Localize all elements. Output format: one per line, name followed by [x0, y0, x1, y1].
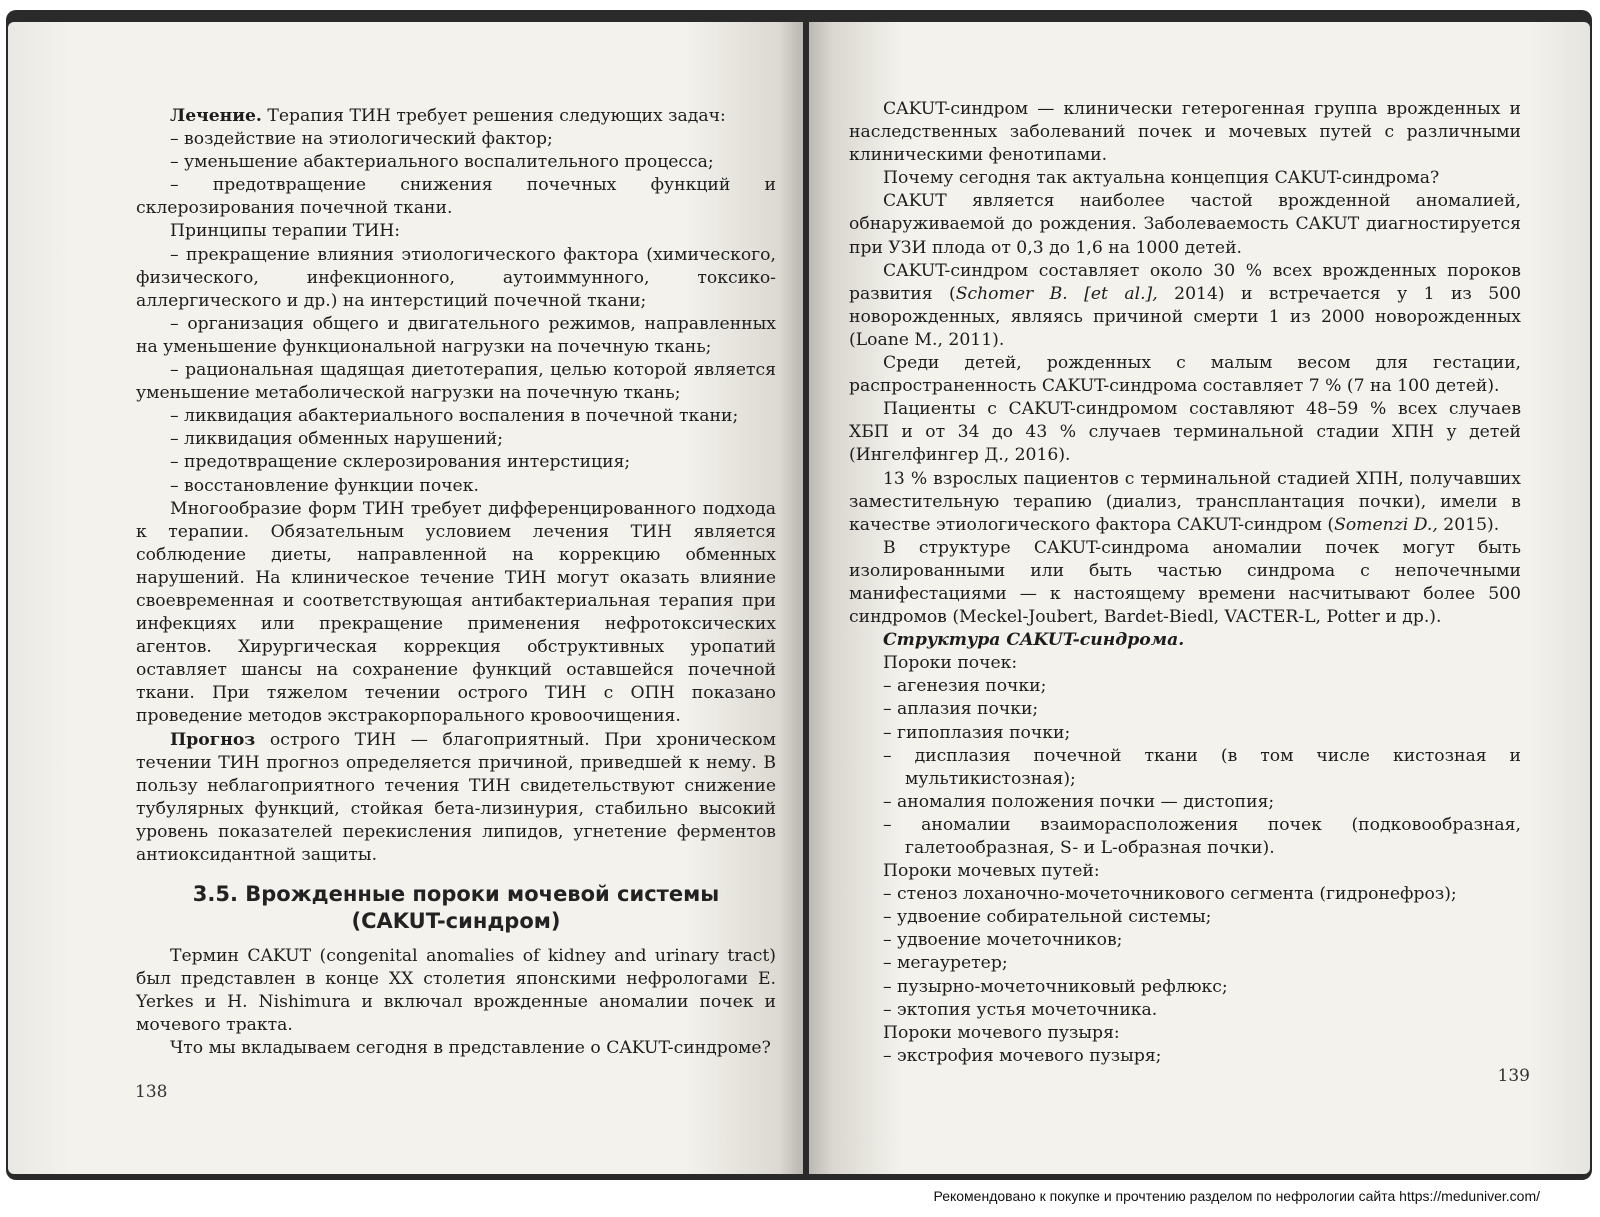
left-page: [8, 22, 803, 1174]
kidney-item: – аномалии взаиморасположения почек (подковообразная, галетообразная, S- и L-образная почки).: [883, 814, 1521, 858]
principle-item: – ликвидация обменных нарушений;: [170, 429, 504, 450]
percent-text-a: CAKUT-синдром составляет около 30 % всех врожденных пороков развития (: [849, 260, 1521, 304]
bladder-title: Пороки мочевого пузыря:: [883, 1022, 1120, 1043]
bladder-item: – экстрофия мочевого пузыря;: [883, 1045, 1162, 1066]
open-book: [6, 10, 1592, 1180]
kidney-item: – аномалия положения почки — дистопия;: [883, 791, 1275, 812]
page-number-left: 138: [135, 1082, 168, 1102]
kidney-title: Пороки почек:: [883, 653, 1018, 674]
kidney-item: – аплазия почки;: [883, 699, 1039, 720]
question-paragraph: Что мы вкладываем сегодня в представление о CAKUT-синдроме?: [170, 1038, 771, 1059]
principle-item: – ликвидация абактериального воспаления в почечной ткани;: [170, 406, 739, 427]
kidney-item: – агенезия почки;: [883, 676, 1047, 697]
section-heading: [136, 881, 776, 935]
treatment-label: Лечение.: [170, 106, 262, 126]
term-paragraph: Термин CAKUT (congenital anomalies of kidney and urinary tract) был представлен в конце XX столетия японскими нефрологами E. Yerkes и H. Nishimura и включал врожденные аномалии почек и мочевого тракта.: [136, 946, 776, 1036]
left-text-column: [136, 105, 776, 1061]
right-text-column: [849, 98, 1521, 1068]
principle-item: – организация общего и двигательного режимов, направленных на уменьшение функциональной нагрузки на почечную ткань;: [136, 313, 776, 357]
urinary-item: – удвоение собирательной системы;: [883, 907, 1212, 928]
task-item: – уменьшение абактериального воспалительного процесса;: [170, 152, 714, 173]
patients-paragraph: Пациенты с CAKUT-синдромом составляют 48–59 % всех случаев ХБП и от 34 до 43 % случаев терминальной стадии ХПН у детей (Ингелфингер Д., 2016).: [849, 399, 1521, 466]
site-recommendation-footer: Рекомендовано к покупке и прочтению разделом по нефрологии сайта https://meduniver.com/: [933, 1188, 1540, 1204]
adults-text-a: 13 % взрослых пациентов с терминальной стадией ХПН, получавших заместительную терапию (диализ, трансплантация почки), имели в качестве этиологического фактора CAKUT-синдром (: [849, 468, 1521, 535]
adults-paragraph: [849, 468, 1521, 537]
structure-paragraph: В структуре CAKUT-синдрома аномалии почек могут быть изолированными или быть частью синдрома с непочечными манифестациями — к настоящему времени насчитывают более 500 синдромов (Meckel-Joubert, Bardet-Biedl, VACTER-L, Potter и др.).: [849, 537, 1521, 628]
treatment-paragraph: [136, 105, 776, 128]
definition-paragraph: CAKUT-синдром — клинически гетерогенная группа врожденных и наследственных заболеваний почек и мочевых путей с различными клиническими фенотипами.: [849, 99, 1521, 166]
task-item: – воздействие на этиологический фактор;: [170, 129, 553, 150]
percent-paragraph: [849, 260, 1521, 352]
adults-reference: Somenzi D.,: [1334, 514, 1438, 535]
section-heading-line1: 3.5. Врожденные пороки мочевой системы: [192, 882, 720, 907]
prognosis-label: Прогноз: [170, 729, 256, 750]
right-page: [809, 22, 1590, 1174]
page-number-right: 139: [1497, 1066, 1530, 1086]
percent-reference: Schomer B. [et al.],: [955, 283, 1158, 304]
principle-item: – восстановление функции почек.: [170, 475, 479, 496]
structure-title: [849, 629, 1521, 652]
urinary-item: – стеноз лоханочно-мочеточникового сегмента (гидронефроз);: [883, 884, 1457, 905]
kidney-item: – дисплазия почечной ткани (в том числе кистозная и мультикистозная);: [883, 745, 1521, 789]
adults-text-b: 2015).: [1437, 514, 1500, 535]
section-heading-line2: (CAKUT-синдром): [351, 909, 561, 934]
prognosis-text: острого ТИН — благоприятный. При хроническом течении ТИН прогноз определяется причиной, приведшей к нему. В пользу неблагоприятного течения ТИН свидетельствуют снижение тубулярных функций, стойкая бета-лизинурия, стабильно высокий уровень показателей перекисления липидов, угнетение ферментов антиоксидантной защиты.: [136, 729, 776, 865]
principle-item: – рациональная щадящая диетотерапия, целью которой является уменьшение метаболической нагрузки на почечную ткань;: [136, 360, 776, 404]
principle-item: – предотвращение склерозирования интерстиция;: [170, 452, 631, 473]
percent-text-b: 2014) и встречается у 1 из 500 новорожденных, являясь причиной смерти 1 из 2000 новорожденных (Loane M., 2011).: [849, 283, 1522, 350]
urinary-title: Пороки мочевых путей:: [883, 861, 1100, 882]
variety-paragraph: Многообразие форм ТИН требует дифференцированного подхода к терапии. Обязательным условием лечения ТИН является соблюдение диеты, направленной на коррекцию обменных нарушений. На клиническое течение ТИН могут оказать влияние своевременная и соответствующая антибактериальная терапия при инфекциях или прекращение применения нефротоксических агентов. Хирургическая коррекция обструктивных уропатий оставляет шансы на сохранение функций оставшейся почечной ткани. При тяжелом течении острого ТИН с ОПН показано проведение методов экстракорпорального кровоочищения.: [136, 498, 776, 727]
urinary-item: – удвоение мочеточников;: [883, 930, 1123, 951]
task-item: – предотвращение снижения почечных функций и склерозирования почечной ткани.: [136, 175, 776, 219]
principle-item: – прекращение влияния этиологического фактора (химического, физического, инфекционного, аутоиммунного, токсико-аллергического и др.) на интерстиций почечной ткани;: [136, 244, 776, 311]
why-paragraph: Почему сегодня так актуальна концепция CAKUT-синдрома?: [883, 168, 1440, 189]
urinary-item: – эктопия устья мочеточника.: [883, 999, 1158, 1020]
urinary-item: – мегауретер;: [883, 953, 1008, 974]
structure-title-text: Структура CAKUT-синдрома.: [883, 630, 1185, 651]
low-weight-paragraph: Среди детей, рожденных с малым весом для гестации, распространенность CAKUT-синдрома составляет 7 % (7 на 100 детей).: [849, 353, 1521, 397]
kidney-item: – гипоплазия почки;: [883, 722, 1071, 743]
frequency-paragraph: CAKUT является наиболее частой врожденной аномалией, обнаруживаемой до рождения. Заболеваемость CAKUT диагностируется при УЗИ плода от 0,3 до 1,6 на 1000 детей.: [849, 191, 1521, 258]
urinary-item: – пузырно-мочеточниковый рефлюкс;: [883, 976, 1228, 997]
treatment-text: Терапия ТИН требует решения следующих задач:: [261, 106, 726, 126]
principles-title: Принципы терапии ТИН:: [170, 221, 401, 242]
prognosis-paragraph: [136, 729, 776, 868]
